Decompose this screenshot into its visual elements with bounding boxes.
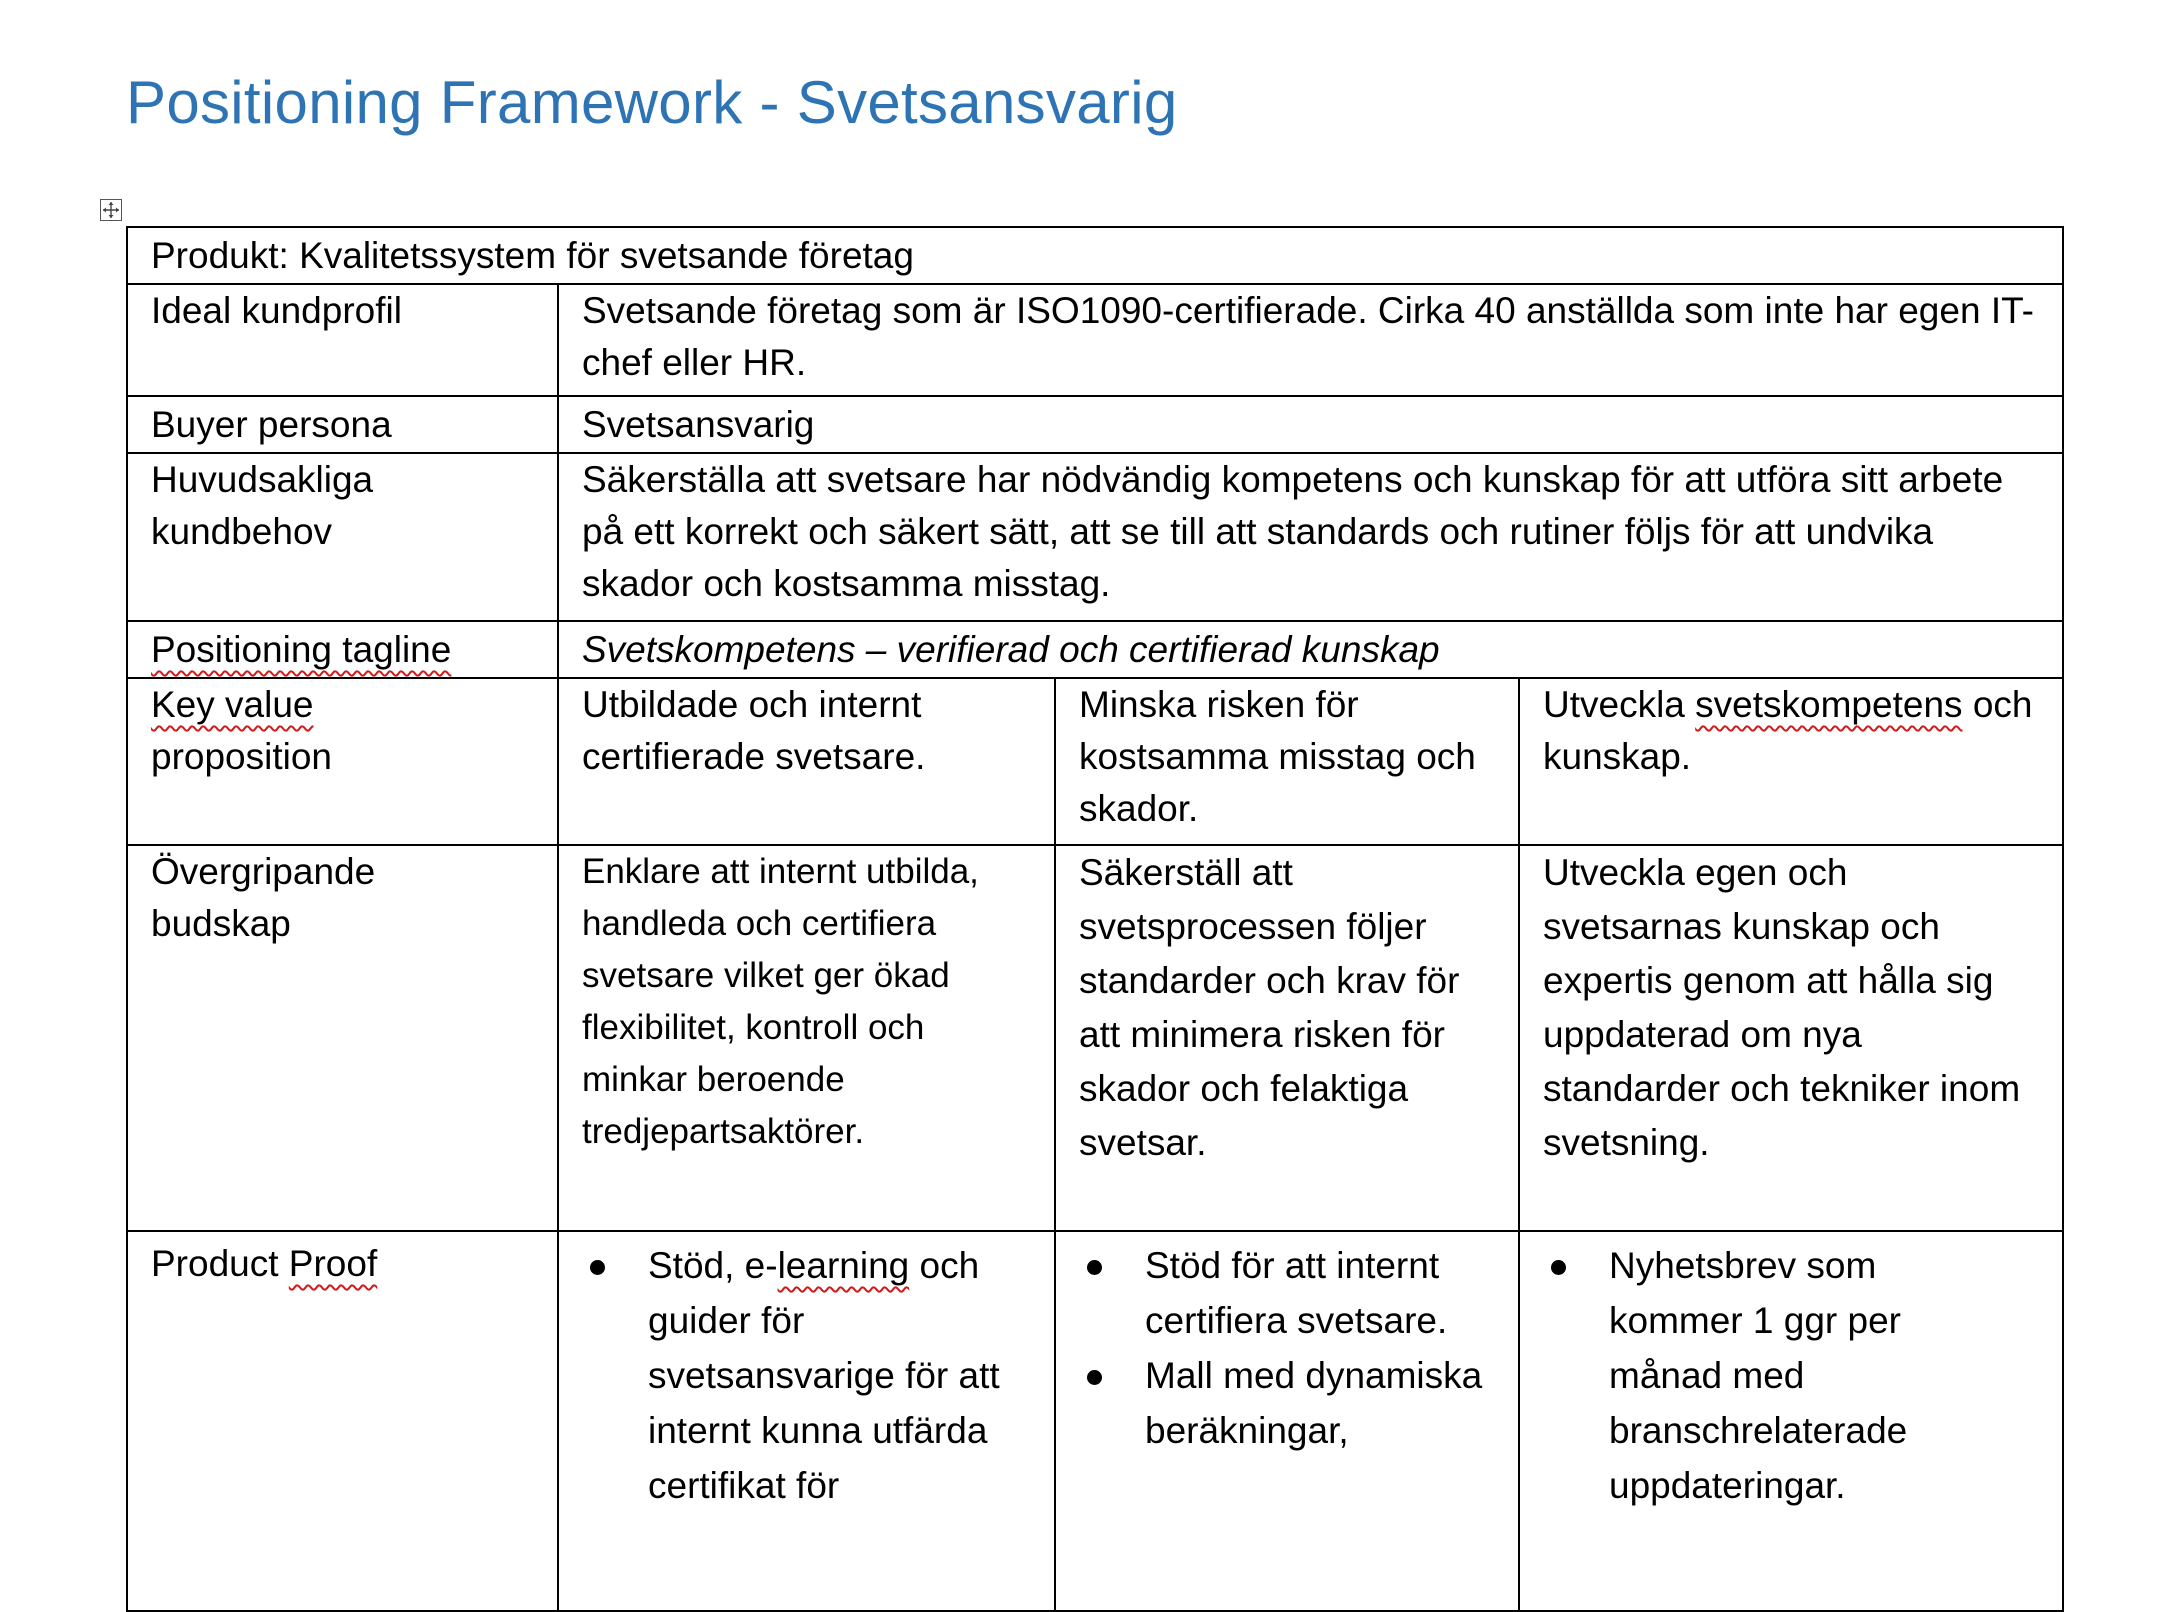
buyer-persona-label: Buyer persona — [127, 396, 558, 453]
list-item: Stöd, e-learning och guider för svetsansvarige för att internt kunna utfärda certifikat för — [582, 1238, 1034, 1513]
tagline-row — [127, 621, 2063, 678]
product-header: Produkt: Kvalitetssystem för svetsande företag — [151, 235, 914, 276]
key-value-col1: Utbildade och internt certifierade svetsare. — [558, 678, 1055, 845]
tagline-value: Svetskompetens – verifierad och certifierad kunskap — [558, 621, 2063, 678]
ideal-customer-label: Ideal kundprofil — [127, 284, 558, 396]
ideal-customer-row — [127, 284, 2063, 396]
main-needs-row — [127, 453, 2063, 621]
messaging-col3: Utveckla egen och svetsarnas kunskap och expertis genom att hålla sig uppdaterad om nya standarder och tekniker inom svetsning. — [1519, 845, 2063, 1231]
main-needs-value: Säkerställa att svetsare har nödvändig kompetens och kunskap för att utföra sitt arbete på ett korrekt och säkert sätt, att se till att standards och rutiner följs för att undvika skador och kostsamma misstag. — [558, 453, 2063, 621]
product-proof-label-part2: Proof — [288, 1243, 378, 1284]
key-value-row — [127, 678, 2063, 845]
product-proof-col3 — [1519, 1231, 2063, 1611]
messaging-row — [127, 845, 2063, 1231]
buyer-persona-value: Svetsansvarig — [558, 396, 2063, 453]
product-row — [127, 227, 2063, 284]
product-proof-label-part1: Product — [151, 1243, 279, 1284]
product-proof-row — [127, 1231, 2063, 1611]
key-value-label-part2: proposition — [151, 736, 333, 777]
list-item: Stöd för att internt certifiera svetsare. — [1079, 1238, 1498, 1348]
messaging-col2: Säkerställ att svetsprocessen följer standarder och krav för att minimera risken för skador och felaktiga svetsar. — [1055, 845, 1519, 1231]
product-header-cell — [127, 227, 2063, 284]
page-title: Positioning Framework - Svetsansvarig — [126, 69, 1178, 136]
product-proof-col1 — [558, 1231, 1055, 1611]
list-item: Nyhetsbrev som kommer 1 ggr per månad med branschrelaterade uppdateringar. — [1543, 1238, 2002, 1513]
ideal-customer-value: Svetsande företag som är ISO1090-certifierade. Cirka 40 anställda som inte har egen IT-chef eller HR. — [558, 284, 2063, 396]
messaging-label: Övergripande budskap — [127, 845, 558, 1231]
key-value-label-part1: Key value — [151, 684, 314, 725]
table-move-handle-icon[interactable] — [100, 199, 122, 221]
list-item: Mall med dynamiska beräkningar, — [1079, 1348, 1498, 1458]
messaging-col1: Enklare att internt utbilda, handleda och certifiera svetsare vilket ger ökad flexibilitet, kontroll och minkar beroende tredjepartsaktörer. — [558, 845, 1055, 1231]
buyer-persona-row — [127, 396, 2063, 453]
product-proof-col2 — [1055, 1231, 1519, 1611]
key-value-col3-flagged-word: svetskompetens — [1695, 684, 1963, 725]
positioning-table — [126, 226, 2064, 1612]
main-needs-label: Huvudsakliga kundbehov — [127, 453, 558, 621]
key-value-col2: Minska risken för kostsamma misstag och skador. — [1055, 678, 1519, 845]
tagline-label-cell — [127, 621, 558, 678]
key-value-col3: Utveckla svetskompetens och kunskap. — [1519, 678, 2063, 845]
key-value-label — [127, 678, 558, 845]
product-proof-label — [127, 1231, 558, 1611]
tagline-label: Positioning tagline — [151, 629, 452, 670]
